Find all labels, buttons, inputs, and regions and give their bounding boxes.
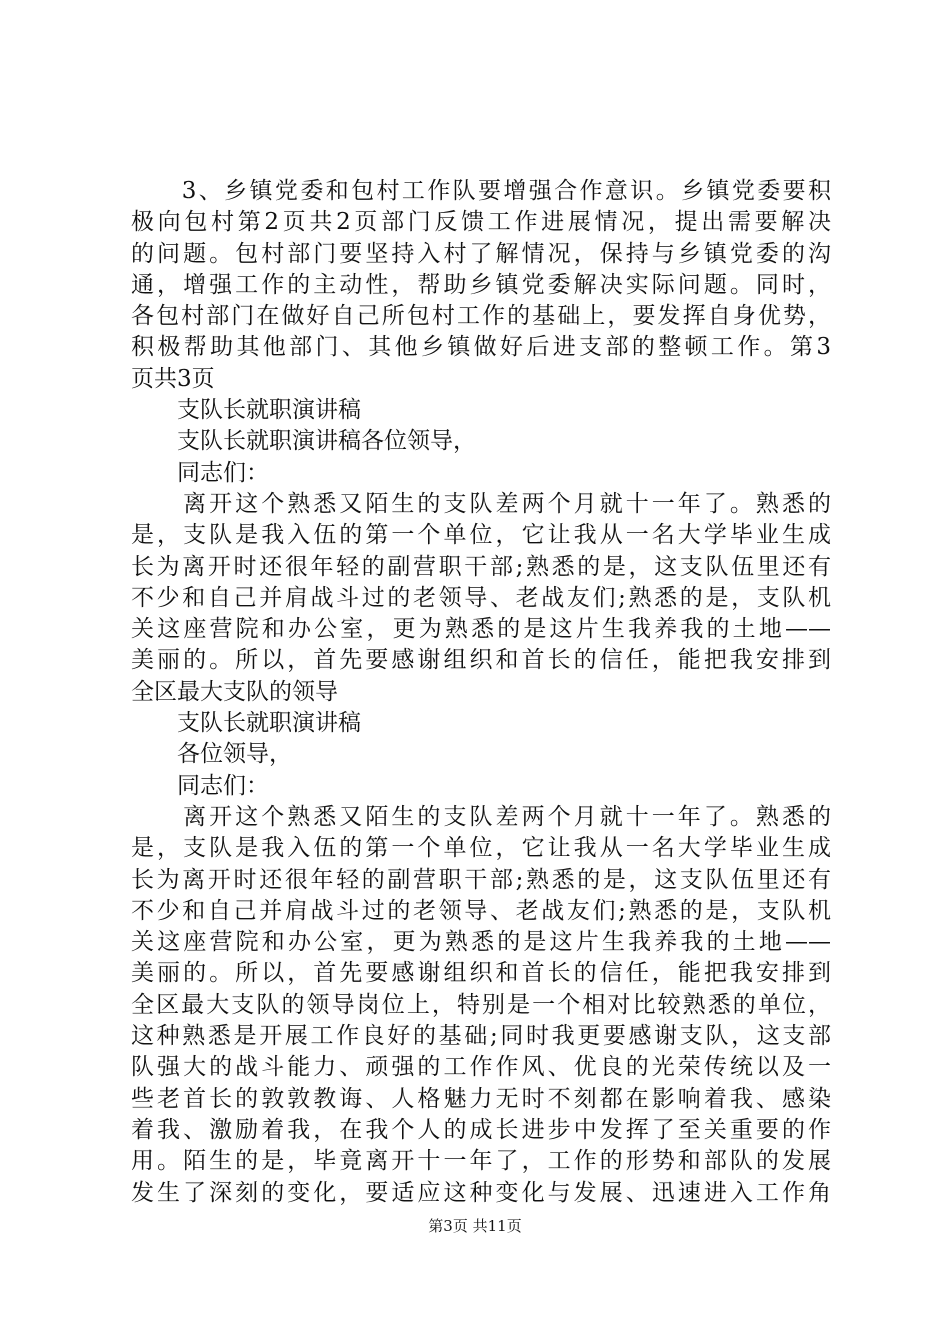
text-line: 各包村部门在做好自己所包村工作的基础上，要发挥自身优势，	[131, 303, 831, 330]
text-line: 支队长就职演讲稿	[131, 397, 361, 424]
text-line: 的问题。包村部门要坚持入村了解情况，保持与乡镇党委的沟	[131, 240, 831, 267]
text-line: 长为离开时还很年轻的副营职干部;熟悉的是，这支队伍里还有	[131, 553, 831, 580]
text-line: 同志们：	[131, 459, 269, 486]
text-line: 各位领导，	[131, 741, 292, 768]
text-line: 通，增强工作的主动性，帮助乡镇党委解决实际问题。同时，	[131, 271, 831, 298]
document-body	[131, 176, 831, 1209]
text-line: 发生了深刻的变化，要适应这种变化与发展、迅速进入工作角	[131, 1179, 831, 1206]
text-line: 关这座营院和办公室，更为熟悉的是这片生我养我的土地——	[131, 929, 831, 956]
text-line: 支队长就职演讲稿各位领导，	[131, 428, 476, 455]
text-line: 长为离开时还很年轻的副营职干部;熟悉的是，这支队伍里还有	[131, 866, 831, 893]
text-line: 离开这个熟悉又陌生的支队差两个月就十一年了。熟悉的	[131, 803, 831, 830]
text-line: 不少和自己并肩战斗过的老领导、老战友们;熟悉的是，支队机	[131, 897, 831, 924]
text-line: 同志们：	[131, 772, 269, 799]
text-line: 着我、激励着我，在我个人的成长进步中发挥了至关重要的作	[131, 1116, 831, 1143]
text-line: 极向包村第2页共2页部门反馈工作进展情况，提出需要解决	[131, 209, 831, 236]
text-line: 这种熟悉是开展工作良好的基础;同时我更要感谢支队，这支部	[131, 1023, 831, 1050]
text-line: 支队长就职演讲稿	[131, 710, 361, 737]
text-line: 关这座营院和办公室，更为熟悉的是这片生我养我的土地——	[131, 616, 831, 643]
text-line: 全区最大支队的领导岗位上，特别是一个相对比较熟悉的单位，	[131, 991, 831, 1018]
text-line: 些老首长的敦敦教诲、人格魅力无时不刻都在影响着我、感染	[131, 1085, 831, 1112]
text-line: 是，支队是我入伍的第一个单位，它让我从一名大学毕业生成	[131, 835, 831, 862]
text-line: 全区最大支队的领导	[131, 678, 338, 705]
text-line: 美丽的。所以，首先要感谢组织和首长的信任，能把我安排到	[131, 647, 831, 674]
page-footer: 第3页 共11页	[428, 1217, 522, 1235]
text-line: 用。陌生的是，毕竟离开十一年了，工作的形势和部队的发展	[131, 1148, 831, 1175]
text-line: 美丽的。所以，首先要感谢组织和首长的信任，能把我安排到	[131, 960, 831, 987]
text-line: 积极帮助其他部门、其他乡镇做好后进支部的整顿工作。第3	[131, 334, 831, 361]
text-line: 页共3页	[131, 365, 215, 392]
text-line: 3、乡镇党委和包村工作队要增强合作意识。乡镇党委要积	[131, 178, 831, 204]
text-line: 不少和自己并肩战斗过的老领导、老战友们;熟悉的是，支队机	[131, 584, 831, 611]
text-line: 队强大的战斗能力、顽强的工作作风、优良的光荣传统以及一	[131, 1054, 831, 1081]
text-line: 离开这个熟悉又陌生的支队差两个月就十一年了。熟悉的	[131, 490, 831, 517]
text-line: 是，支队是我入伍的第一个单位，它让我从一名大学毕业生成	[131, 522, 831, 549]
